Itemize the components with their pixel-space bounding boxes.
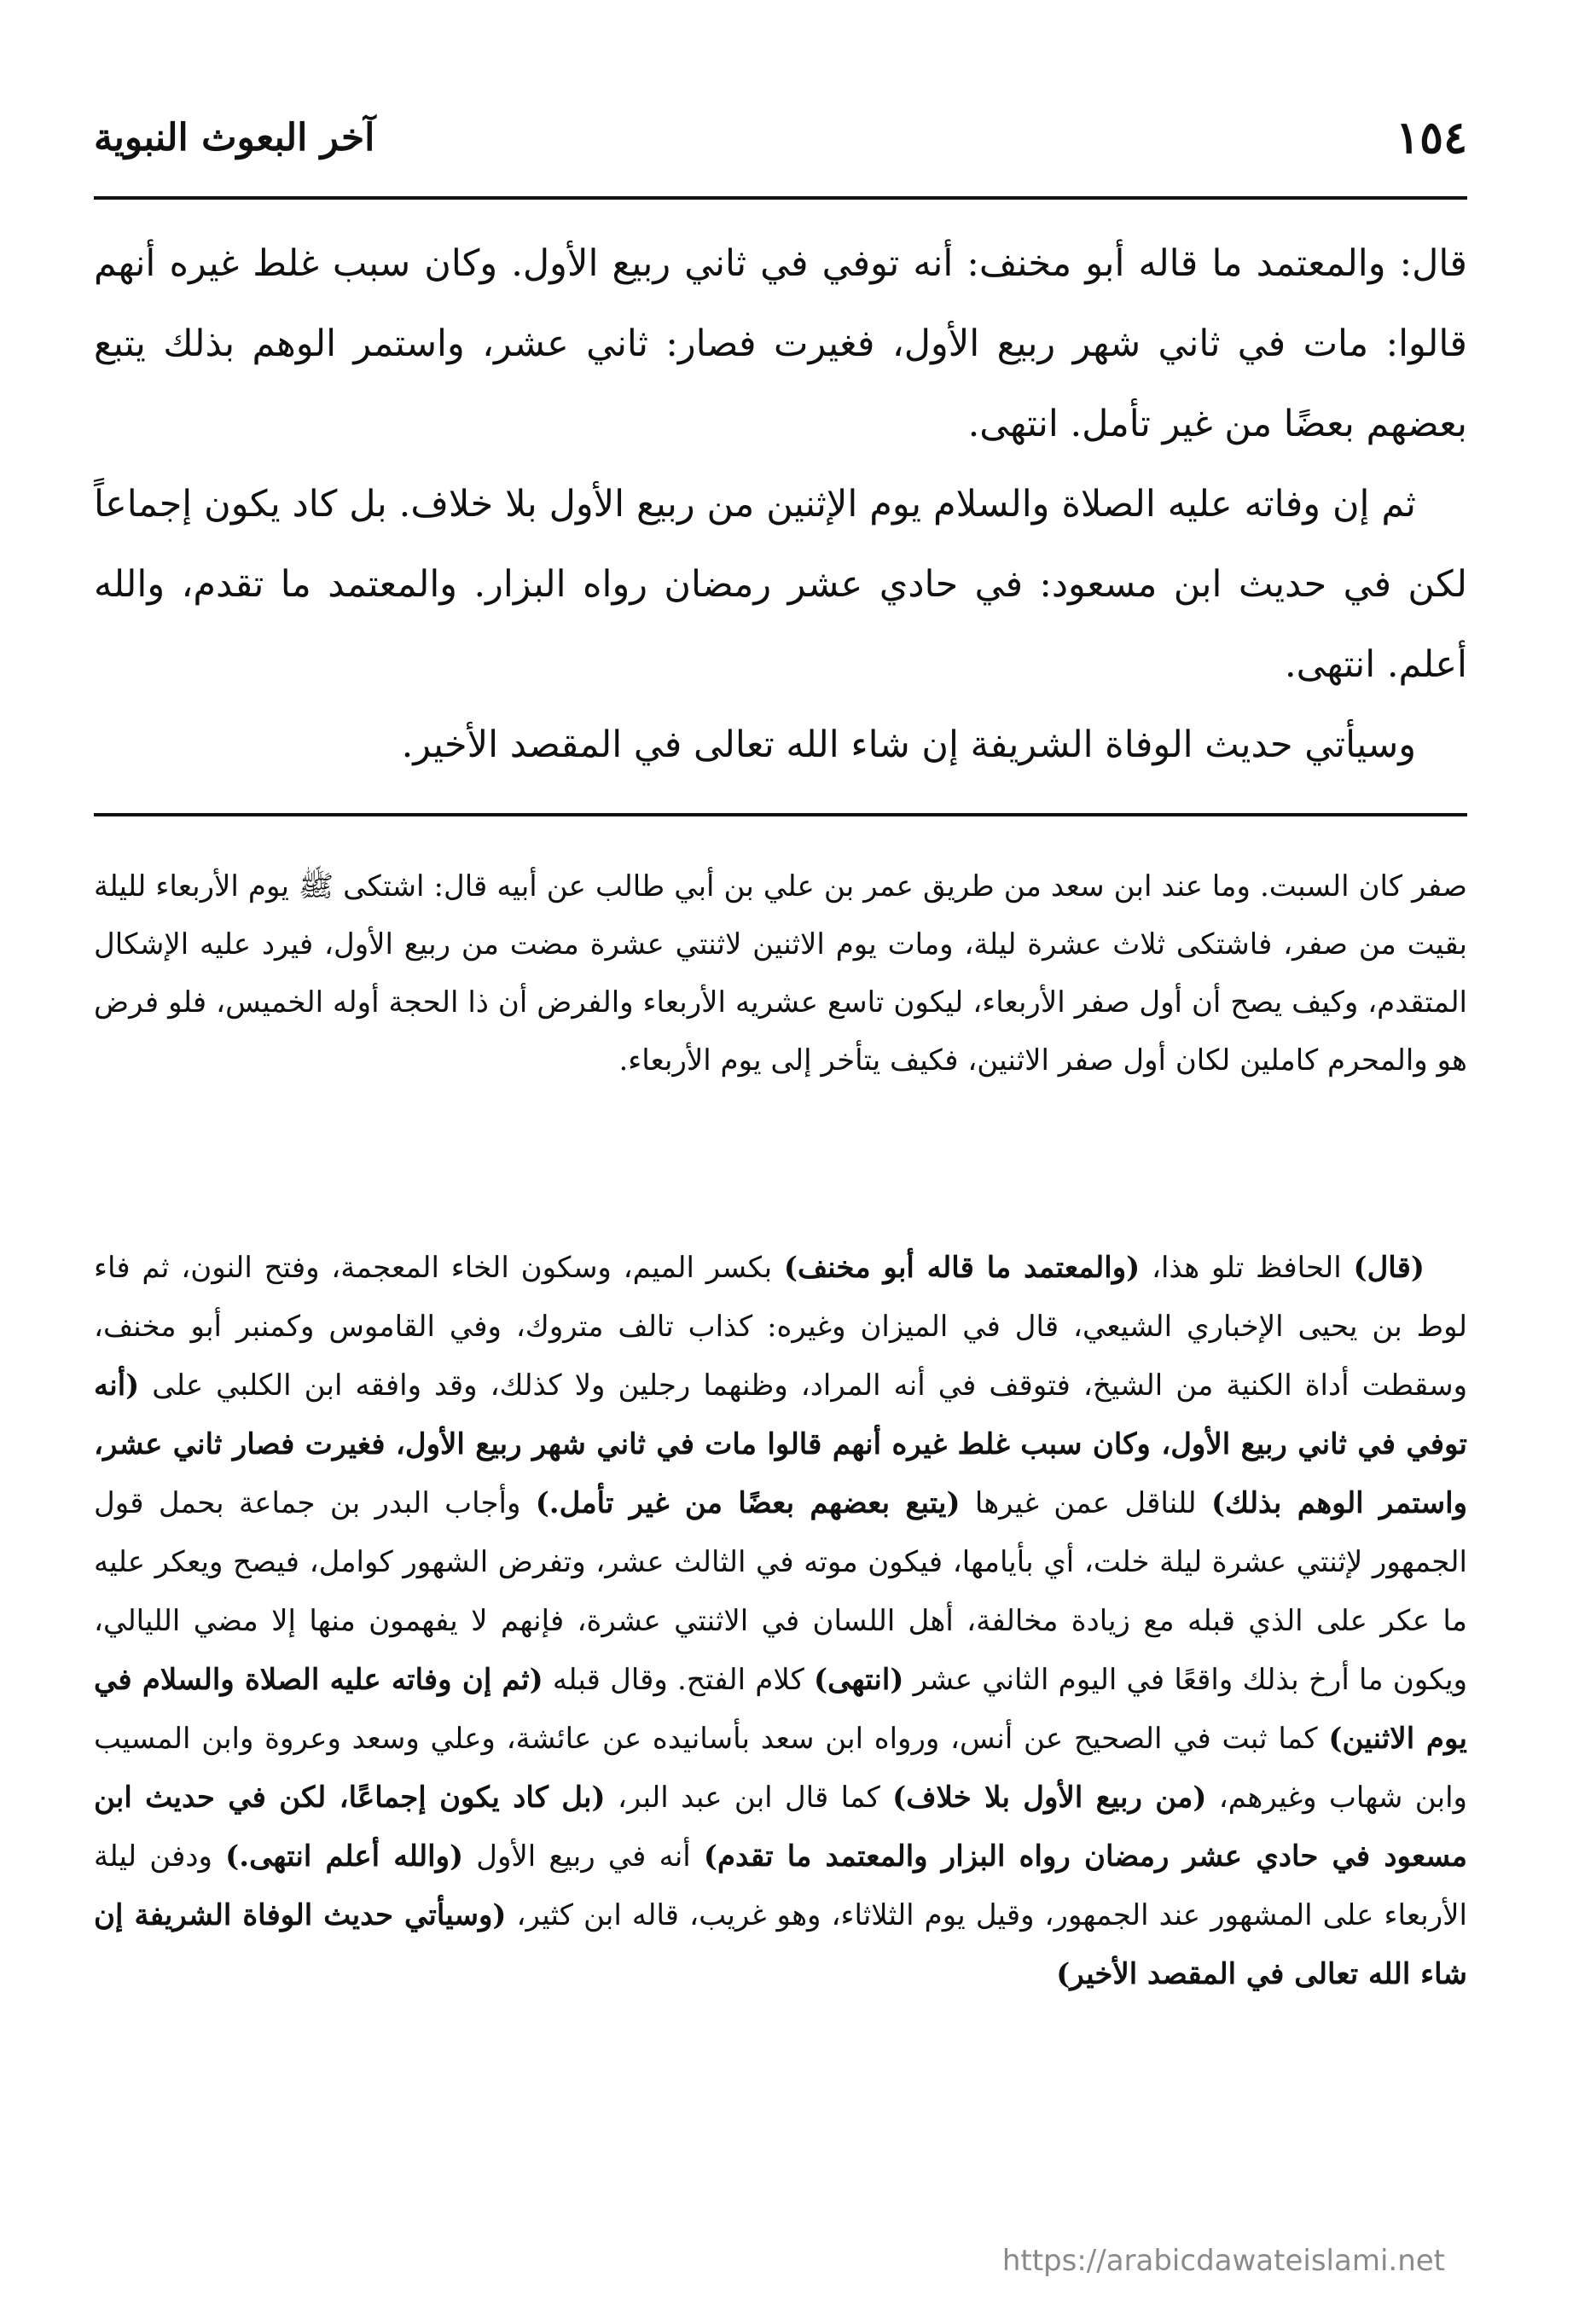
commentary-text: كلام الفتح. وقال قبله (543, 1663, 815, 1697)
quoted-text: (ثم إن وفاته عليه الصلاة والسلام في يوم الاثنين) (94, 1663, 1468, 1756)
quoted-text: (والمعتمد ما قاله أبو مخنف) (783, 1251, 1141, 1285)
commentary-text: وأجاب البدر بن جماعة بحمل قول الجمهور لإثنتي عشرة ليلة خلت، أي بأيامها، فيكون موته في الثالث عشر، وتفرض الشهور كوامل، فيصح ويعكر عليه ما عكر على الذي قبله مع زيادة مخالفة، أهل اللسان في الاثنتي عشرة، فإنهم لا يفهمون منها إلا مضي الليالي، ويكون ما أرخ بذلك واقعًا في اليوم الثاني عشر (94, 1486, 1467, 1697)
main-text-rule (94, 813, 1467, 816)
quoted-text: (بل كاد يكون إجماعًا، لكن في حديث ابن مسعود في حادي عشر رمضان رواه البزار والمعتمد ما تقدم) (94, 1781, 1467, 1874)
commentary-text: الحافظ تلو هذا، (1140, 1251, 1354, 1285)
quoted-text: (وسيأتي حديث الوفاة الشريفة إن شاء الله تعالى في المقصد الأخير) (94, 1898, 1467, 1991)
quoted-text: (أنه توفي في ثاني ربيع الأول، وكان سبب غلط غيره أنهم قالوا مات في ثاني شهر ربيع الأول، فغيرت فصار ثاني عشر، واستمر الوهم بذلك) (94, 1368, 1468, 1520)
quoted-text: (والله أعلم انتهى.) (225, 1839, 464, 1874)
quoted-text: (انتهى) (814, 1663, 904, 1697)
commentary-text: ودفن ليلة الأربعاء على المشهور عند الجمهور، وقيل يوم الثلاثاء، وهو غريب، قاله ابن كثير، (94, 1839, 1467, 1932)
page-header (94, 104, 1467, 172)
commentary-paragraph (94, 1239, 1467, 2004)
footnote-text: صفر كان السبت. وما عند ابن سعد من طريق عمر بن علي بن أبي طالب عن أبيه قال: اشتكى ﷺ يوم الأربعاء لليلة بقيت من صفر، فاشتكى ثلاث عشرة ليلة، ومات يوم الاثنين لاثنتي عشرة مضت من ربيع الأول، فيرد عليه الإشكال المتقدم، وكيف يصح أن أول صفر الأربعاء، ليكون تاسع عشريه الأربعاء والفرض أن ذا الحجة أوله الخميس، فلو فرض هو والمحرم كاملين لكان أول صفر الاثنين، فكيف يتأخر إلى يوم الأربعاء. (94, 869, 1467, 1078)
page-number: ١٥٤ (1396, 112, 1467, 164)
main-text (94, 224, 1467, 785)
main-paragraph: قال: والمعتمد ما قاله أبو مخنف: أنه توفي في ثاني ربيع الأول. وكان سبب غلط غيره أنهم قالوا: مات في ثاني شهر ربيع الأول، فغيرت فصار: ثاني عشر، واستمر الوهم بذلك يتبع بعضهم بعضًا من غير تأمل. انتهى. (94, 242, 1467, 445)
commentary-text: كما ثبت في الصحيح عن أنس، ورواه ابن سعد بأسانيده عن عائشة، وعلي وسعد وعروة وابن المسيب وابن شهاب وغيرهم، (94, 1722, 1467, 1815)
running-title: آخر البعوث النبوية (94, 116, 375, 160)
quoted-text: (يتبع بعضهم بعضًا من غير تأمل.) (535, 1486, 961, 1520)
commentary-text: أنه في ربيع الأول (463, 1839, 704, 1874)
commentary (94, 1239, 1467, 2004)
commentary-text: بكسر الميم، وسكون الخاء المعجمة، وفتح النون، ثم فاء لوط بن يحيى الإخباري الشيعي، قال في الميزان وغيره: كذاب تالف متروك، وفي القاموس وكمنبر أبو مخنف، وسقطت أداة الكنية من الشيخ، فتوقف في أنه المراد، وظنهما رجلين ولا كذلك، وقد وافقه ابن الكلبي على (94, 1251, 1467, 1403)
header-rule (94, 196, 1467, 200)
quoted-text: (قال) (1353, 1251, 1425, 1285)
commentary-text: كما قال ابن عبد البر، (605, 1781, 893, 1815)
watermark: https://arabicdawateislami.net (1001, 2244, 1445, 2278)
main-paragraph: ثم إن وفاته عليه الصلاة والسلام يوم الإثنين من ربيع الأول بلا خلاف. بل كاد يكون إجماعاً لكن في حديث ابن مسعود: في حادي عشر رمضان رواه البزار. والمعتمد ما تقدم، والله أعلم. انتهى. (94, 483, 1467, 686)
commentary-text: للناقل عمن غيرها (960, 1486, 1211, 1520)
main-paragraph: وسيأتي حديث الوفاة الشريفة إن شاء الله تعالى في المقصد الأخير. (401, 723, 1416, 766)
quoted-text: (من ربيع الأول بلا خلاف) (892, 1781, 1207, 1815)
footnote (94, 857, 1467, 1089)
